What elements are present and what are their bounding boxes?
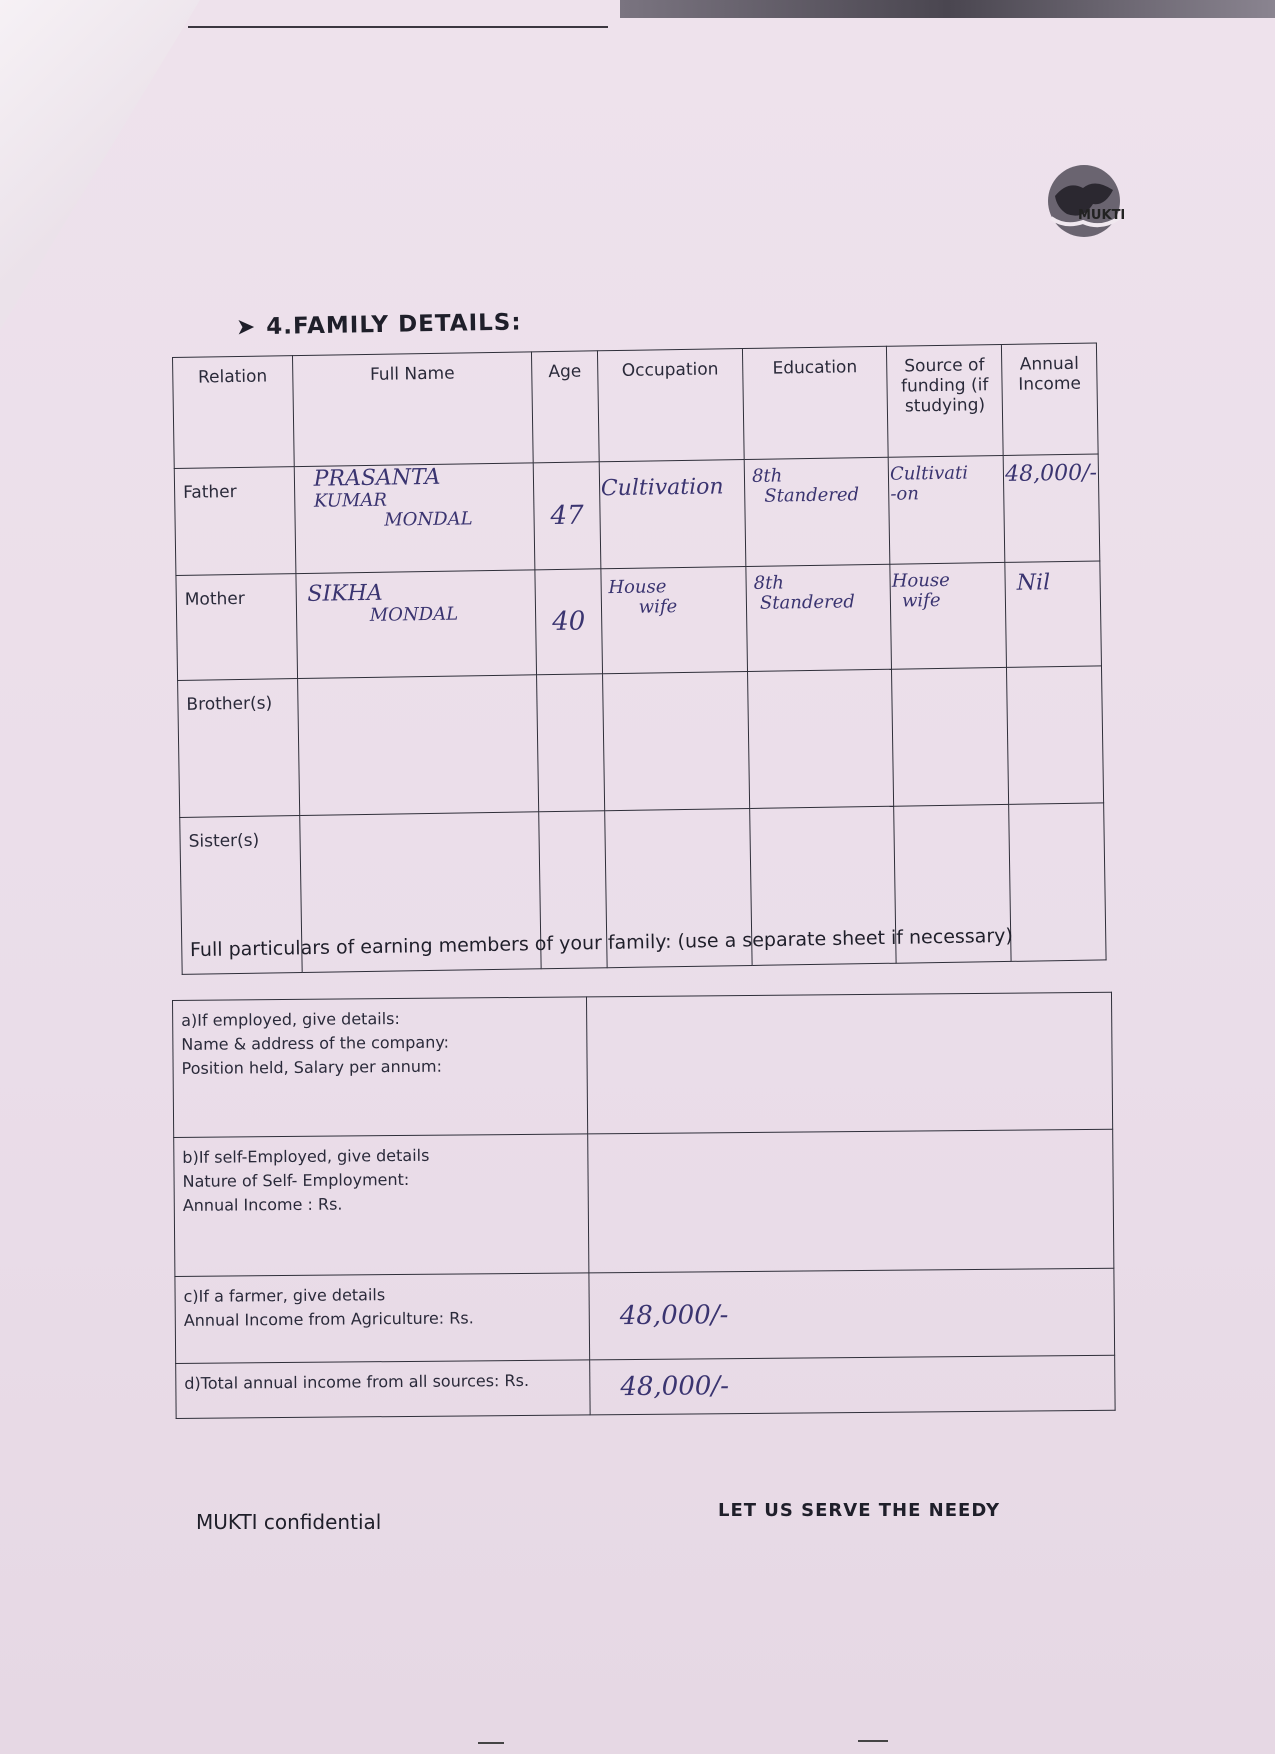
earning-value: 48,000/-: [619, 1299, 729, 1331]
age-value: 40: [551, 606, 586, 637]
name-line: SIKHA: [307, 580, 383, 607]
age-value: 47: [550, 500, 584, 531]
full-name-cell: [294, 463, 535, 574]
name-line: MONDAL: [369, 603, 459, 627]
education-line: Standered: [759, 591, 855, 614]
education-line: 8th: [751, 465, 783, 487]
education-cell: [744, 457, 890, 566]
label-line: Annual Income : Rs.: [182, 1194, 343, 1215]
source-cell: [892, 667, 1009, 806]
source-line: -on: [890, 483, 920, 505]
earning-row-total: [176, 1355, 1115, 1418]
top-rule: [188, 26, 608, 28]
occupation-cell: [601, 567, 748, 674]
table-row-mother: [176, 561, 1102, 681]
header-age: Age: [532, 351, 599, 463]
earning-label: [176, 1360, 590, 1419]
name-line: PRASANTA: [313, 464, 441, 492]
name-line: MONDAL: [384, 508, 473, 531]
earning-value: 48,000/-: [620, 1370, 730, 1402]
occupation-line: House: [608, 576, 667, 599]
source-line: Cultivati: [889, 462, 969, 485]
label-line: c)If a farmer, give details: [183, 1285, 386, 1306]
earning-label: [173, 997, 588, 1138]
earning-value-cell: [588, 1129, 1114, 1273]
occupation-value: Cultivation: [600, 474, 724, 502]
source-line: wife: [901, 589, 941, 612]
header-occupation: Occupation: [597, 349, 744, 462]
footer-confidential: MUKTI confidential: [196, 1510, 382, 1534]
label-line: b)If self-Employed, give details: [182, 1145, 430, 1167]
source-line: House: [891, 569, 950, 592]
income-cell: [1005, 561, 1101, 667]
section-title-text: 4.FAMILY DETAILS:: [266, 309, 522, 340]
earning-members-heading: Full particulars of earning members of your family: (use a separate sheet if necessary): [189, 924, 1014, 962]
label-line: Annual Income from Agriculture: Rs.: [183, 1308, 474, 1330]
age-cell: [534, 462, 601, 570]
section-title: [236, 310, 522, 341]
income-cell: [1003, 454, 1099, 562]
table-row-brothers: [178, 666, 1104, 817]
name-line: KUMAR: [313, 489, 388, 512]
source-cell: [888, 455, 1005, 564]
family-details-table: [172, 342, 1107, 974]
relation-cell: Brother(s): [178, 679, 300, 818]
education-cell: [746, 564, 892, 671]
scan-edge: [620, 0, 1275, 18]
table-header-row: [173, 343, 1099, 468]
occupation-cell: [599, 460, 746, 569]
age-cell: [537, 674, 604, 812]
header-annual-income: Annual Income: [1002, 343, 1099, 455]
header-relation: Relation: [173, 356, 294, 469]
relation-cell: Father: [174, 467, 295, 576]
label-line: Nature of Self- Employment:: [182, 1169, 410, 1191]
arrow-right-icon: ➤: [235, 314, 257, 341]
earning-row-self-employed: [174, 1129, 1114, 1276]
label-line: Position held, Salary per annum:: [181, 1056, 443, 1078]
source-cell: [890, 562, 1007, 669]
earning-label: [175, 1273, 590, 1364]
income-cell: [1009, 803, 1106, 961]
earning-members-table: [172, 992, 1116, 1419]
earning-value-cell: [589, 1268, 1115, 1360]
bottom-mark: [478, 1742, 504, 1744]
footer-tagline: LET US SERVE THE NEEDY: [718, 1500, 1000, 1521]
occupation-cell: [602, 671, 749, 810]
logo-text: MUKTI: [1078, 208, 1126, 223]
earning-row-employed: [173, 992, 1113, 1137]
income-value: 48,000/-: [1004, 460, 1098, 487]
earning-value-cell: [586, 992, 1112, 1134]
income-cell: [1007, 666, 1104, 804]
header-source-of-funding: Source of funding (if studying): [887, 344, 1004, 457]
earning-row-farmer: [175, 1268, 1115, 1363]
earning-label: [174, 1134, 589, 1277]
education-cell: [748, 669, 894, 808]
relation-cell: Mother: [176, 574, 297, 681]
earning-value-cell: [590, 1355, 1115, 1415]
label-line: d)Total annual income from all sources: Rs.: [184, 1370, 530, 1393]
header-full-name: Full Name: [292, 352, 533, 467]
table-row-father: [174, 454, 1100, 576]
header-education: Education: [742, 346, 888, 459]
label-line: Name & address of the company:: [181, 1032, 450, 1054]
relation-cell: Sister(s): [180, 816, 302, 975]
education-line: Standered: [764, 484, 860, 507]
education-line: 8th: [753, 572, 785, 594]
income-value: Nil: [1016, 570, 1051, 596]
full-name-cell: [296, 570, 537, 679]
label-line: a)If employed, give details:: [181, 1009, 400, 1030]
occupation-line: wife: [638, 595, 678, 618]
bottom-mark: [858, 1740, 888, 1742]
globe-hands-icon: [1043, 160, 1125, 242]
full-name-cell: [297, 675, 539, 816]
age-cell: [535, 569, 602, 675]
